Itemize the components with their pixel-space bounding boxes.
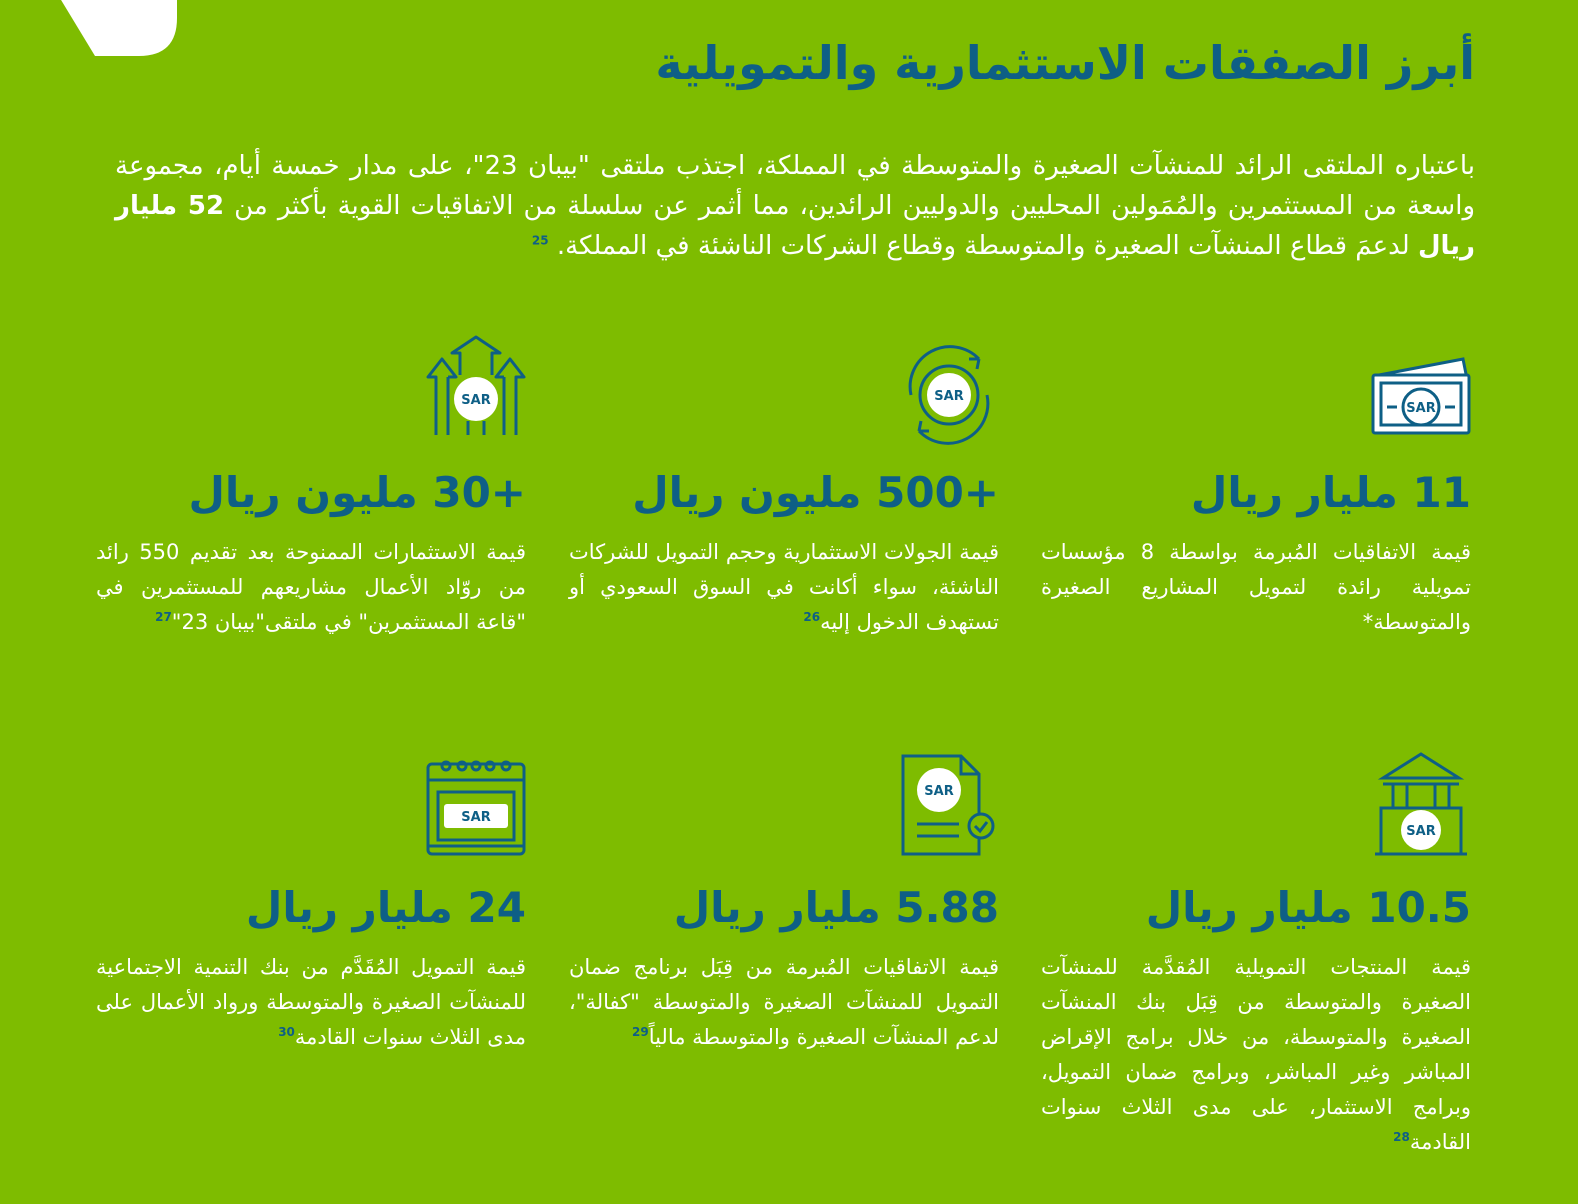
stat-description-text: قيمة الاستثمارات الممنوحة بعد تقديم 550 رائد من روّاد الأعمال مشاريعهم للمستثمرين في "قاعة المستثمرين" في ملتقى"بيبان 23" [96,540,526,634]
stat-value: 10.5 مليار ريال [1145,883,1471,932]
stat-value: +500 مليون ريال [632,468,999,517]
sar-label: SAR [934,389,964,404]
sar-label: SAR [1406,824,1436,839]
stat-value: 5.88 مليار ريال [673,883,999,932]
stat-description-text: قيمة الجولات الاستثمارية وحجم التمويل للشركات الناشئة، سواء أكانت في السوق السعودي أو تستهدف الدخول إليه [569,540,999,634]
stat-description [1041,535,1471,640]
calendar-icon [426,750,526,860]
coin-cycle-icon [899,335,999,445]
bank-building-icon [1371,750,1471,860]
stat-description [96,535,526,640]
stat-description-text: قيمة التمويل المُقَدَّم من بنك التنمية الاجتماعية للمنشآت الصغيرة والمتوسطة ورواد الأعمال على مدى الثلاث سنوات القادمة [96,955,526,1049]
sar-label: SAR [461,393,491,408]
footnote-ref: 25 [531,233,549,248]
intro-text-part2: لدعمَ قطاع المنشآت الصغيرة والمتوسطة وقطاع الشركات الناشئة في المملكة. [556,231,1418,261]
sar-label: SAR [461,810,491,825]
stat-description [569,535,999,640]
logo-corner-shape [55,0,177,56]
footnote-ref: 27 [155,610,172,624]
stat-description [569,950,999,1055]
stat-value: +30 مليون ريال [188,468,526,517]
intro-paragraph [115,146,1475,266]
banknote-icon [1371,335,1471,445]
stat-value: 24 مليار ريال [245,883,526,932]
stat-description [1041,950,1471,1160]
stat-description [96,950,526,1055]
sar-label: SAR [1406,401,1436,416]
growth-arrows-icon [426,335,526,445]
sar-label: SAR [924,784,954,799]
intro-highlight-amount: 52 مليار ريال [115,191,1475,261]
footnote-ref: 30 [278,1025,295,1039]
stat-value: 11 مليار ريال [1190,468,1471,517]
page-title: أبرز الصفقات الاستثمارية والتمويلية [655,36,1475,90]
contract-document-icon [899,750,999,860]
stat-description-text: قيمة المنتجات التمويلية المُقدَّمة للمنشآت الصغيرة والمتوسطة من قِبَل بنك المنشآت الصغيرة والمتوسطة، من خلال برامج الإقراض المباشر وغير المباشر، وبرامج ضمان التمويل، وبرامج الاستثمار، على مدى الثلاث سنوات القادمة [1041,955,1471,1154]
footnote-ref: 28 [1393,1130,1410,1144]
footnote-ref: 29 [631,1025,649,1039]
stat-description-text: قيمة الاتفاقيات المُبرمة بواسطة 8 مؤسسات تمويلية رائدة لتمويل المشاريع الصغيرة والمتوسطة* [1041,540,1471,634]
footnote-ref: 26 [803,610,821,624]
stat-description-text: قيمة الاتفاقيات المُبرمة من قِبَل برنامج ضمان التمويل للمنشآت الصغيرة والمتوسطة "كفالة"، لدعم المنشآت الصغيرة والمتوسطة مالياً [569,955,999,1049]
intro-text-part1: باعتباره الملتقى الرائد للمنشآت الصغيرة والمتوسطة في المملكة، اجتذب ملتقى "بيبان 23"، على مدار خمسة أيام، مجموعة واسعة من المستثمرين والمُمَولين المحليين والدوليين الرائدين، مما أثمر عن سلسلة من الاتفاقيات القوية بأكثر من [115,151,1475,221]
